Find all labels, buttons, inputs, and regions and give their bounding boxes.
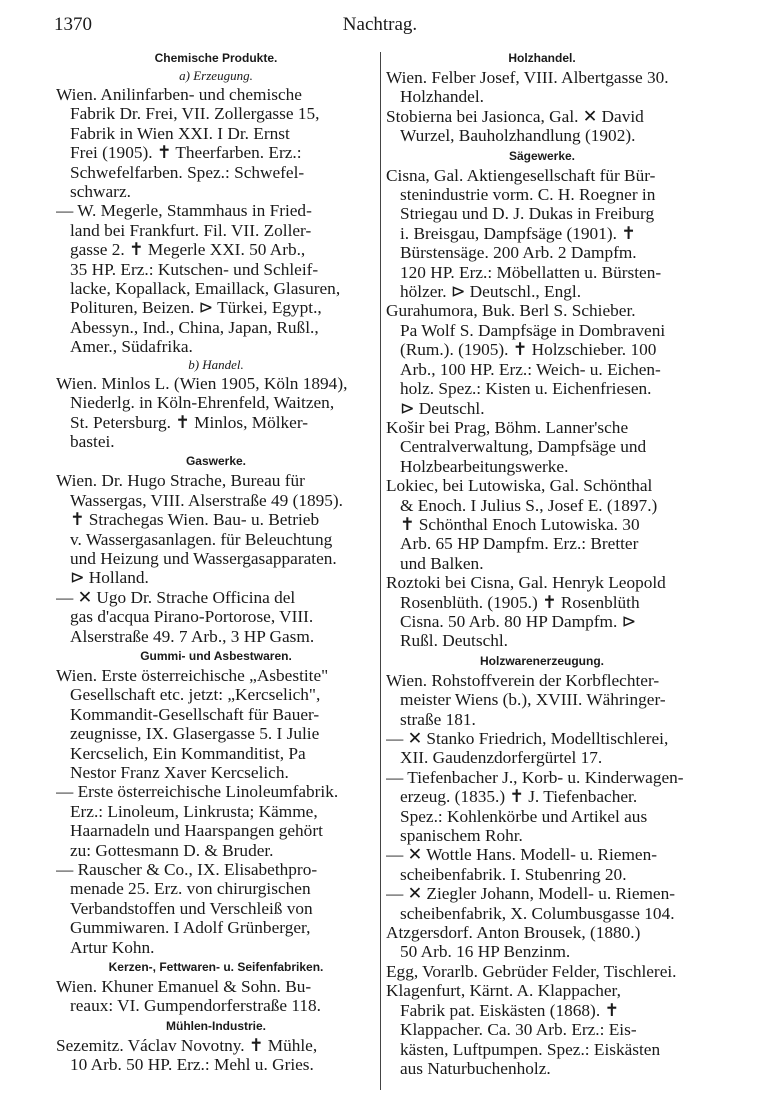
text-line: Centralverwaltung, Dampfsäge und <box>400 437 647 457</box>
text-line: — ✕ Stanko Friedrich, Modelltischlerei, <box>386 729 669 748</box>
text-line: Košir bei Prag, Böhm. Lanner'sche <box>386 417 629 437</box>
entry-atzgersdorf <box>386 923 698 962</box>
text-line: spanischem Rohr. <box>400 826 523 846</box>
text-line: gasse 2. ✝ Megerle XXI. 50 Arb., <box>70 240 306 260</box>
text-line: Fabrik Dr. Frei, VII. Zollergasse 15, <box>70 104 320 124</box>
entry-rohstoffverein <box>386 671 698 729</box>
text-line: Klagenfurt, Kärnt. A. Klappacher, <box>386 981 621 1001</box>
entry-khuner <box>56 977 376 1016</box>
entry-lokiec <box>386 476 698 573</box>
text-line: Wien. Erste österreichische „Asbestite" <box>56 665 329 685</box>
text-line: straße 181. <box>400 709 476 729</box>
text-line: Cisna, Gal. Aktiengesellschaft für Bür- <box>386 165 656 185</box>
entry-linoleumfabrik <box>56 782 376 860</box>
text-line: — Tiefenbacher J., Korb- u. Kinderwagen- <box>386 767 684 787</box>
text-line: Rußl. Deutschl. <box>400 631 508 651</box>
text-line: scheibenfabrik, X. Columbusgasse 104. <box>400 903 675 923</box>
section-heading-holzhandel: Holzhandel. <box>508 51 576 65</box>
text-line: Stobierna bei Jasionca, Gal. ✕ David <box>386 106 644 126</box>
text-line: Alserstraße 49. 7 Arb., 3 HP Gasm. <box>70 626 315 646</box>
text-line: land bei Frankfurt. Fil. VII. Zoller- <box>70 220 312 240</box>
text-line: Fabrik pat. Eiskästen (1868). ✝ <box>400 1000 619 1020</box>
text-line: ⊳ Deutschl. <box>400 398 485 418</box>
text-line: Wien. Rohstoffverein der Korbflechter- <box>386 670 660 690</box>
entry-kosir <box>386 418 698 476</box>
text-line: Abessyn., Ind., China, Japan, Rußl., <box>70 317 319 337</box>
text-line: Spez.: Kohlenkörbe und Artikel aus <box>400 806 648 826</box>
text-line: 50 Arb. 16 HP Benzinm. <box>400 942 571 962</box>
text-line: lacke, Kopallack, Emaillack, Glasuren, <box>70 279 341 299</box>
text-line: Niederlg. in Köln-Ehrenfeld, Waitzen, <box>70 393 335 413</box>
text-line: 120 HP. Erz.: Möbellatten u. Bürsten- <box>400 262 662 282</box>
entry-asbestite <box>56 666 376 782</box>
entry-tiefenbacher <box>386 768 698 846</box>
entry-strache <box>56 471 376 587</box>
text-line: ✝ Schönthal Enoch Lutowiska. 30 <box>400 514 640 534</box>
text-line: Verbandstoffen und Verschleiß von <box>70 898 313 918</box>
entry-egg <box>386 962 698 981</box>
entry-wottle <box>386 845 698 884</box>
entry-gurahumora <box>386 301 698 417</box>
entry-megerle <box>56 201 376 356</box>
running-title: Nachtrag. <box>342 14 418 35</box>
page-number: 1370 <box>54 14 92 35</box>
text-line: Nestor Franz Xaver Kercselich. <box>70 763 289 782</box>
text-line: Gummiwaren. I Adolf Grünberger, <box>70 918 311 938</box>
text-line: Artur Kohn. <box>70 937 155 957</box>
section-heading-gummi-asbestwaren: Gummi- und Asbestwaren. <box>140 648 292 663</box>
entry-stanko <box>386 729 698 768</box>
text-line: holz. Spez.: Kisten u. Eichenfriesen. <box>400 379 652 399</box>
text-line: Wien. Anilinfarben- und chemische <box>56 85 302 104</box>
text-line: meister Wiens (b.), XVIII. Währinger- <box>400 690 666 710</box>
text-line: 10 Arb. 50 HP. Erz.: Mehl u. Gries. <box>70 1055 314 1075</box>
left-column <box>56 48 376 1075</box>
text-line: — W. Megerle, Stammhaus in Fried- <box>56 201 312 221</box>
text-line: Gesellschaft etc. jetzt: „Kercselich", <box>70 685 321 705</box>
entry-klagenfurt <box>386 981 698 1078</box>
text-line: gas d'acqua Pirano-Portorose, VIII. <box>70 607 314 627</box>
text-line: Gurahumora, Buk. Berl S. Schieber. <box>386 301 636 321</box>
section-heading-muehlen: Mühlen-Industrie. <box>166 1018 266 1033</box>
text-line: zu: Gottesmann D. & Bruder. <box>70 840 274 860</box>
entry-ugo-strache <box>56 588 376 646</box>
text-line: Haarnadeln und Haarspangen gehört <box>70 821 323 841</box>
entry-rauscher <box>56 860 376 957</box>
entry-roztoki <box>386 573 698 651</box>
text-line: Wurzel, Bauholzhandlung (1902). <box>400 126 636 146</box>
text-line: Rosenblüth. (1905.) ✝ Rosenblüth <box>400 592 640 612</box>
text-line: hölzer. ⊳ Deutschl., Engl. <box>400 282 582 302</box>
text-line: menade 25. Erz. von chirurgischen <box>70 879 311 899</box>
section-heading-saegewerke: Sägewerke. <box>508 148 576 163</box>
text-line: und Heizung und Wassergasapparaten. <box>70 548 337 568</box>
page-header <box>0 12 760 38</box>
text-line: — ✕ Ugo Dr. Strache Officina del <box>56 587 296 607</box>
text-line: — Erste österreichische Linoleumfabrik. <box>56 782 339 802</box>
text-line: Sezemitz. Václav Novotny. ✝ Mühle, <box>56 1035 318 1055</box>
text-line: Polituren, Beizen. ⊳ Türkei, Egypt., <box>70 298 322 318</box>
section-heading-chemische-produkte: Chemische Produkte. <box>154 51 278 65</box>
text-line: Klappacher. Ca. 30 Arb. Erz.: Eis- <box>400 1020 637 1040</box>
text-line: Wien. Felber Josef, VIII. Albertgasse 30. <box>386 68 669 87</box>
text-line: Erz.: Linoleum, Linkrusta; Kämme, <box>70 801 318 821</box>
text-line: Fabrik in Wien XXI. I Dr. Ernst <box>70 123 290 143</box>
text-line: Egg, Vorarlb. Gebrüder Felder, Tischlerei. <box>386 961 677 981</box>
subsection-heading-erzeugung: a) Erzeugung. <box>179 68 253 83</box>
text-line: v. Wassergasanlagen. für Beleuchtung <box>70 529 333 549</box>
text-line: Striegau und D. J. Dukas in Freiburg <box>400 204 655 224</box>
text-line: schwarz. <box>70 182 131 202</box>
text-line: Frei (1905). ✝ Theerfarben. Erz.: <box>70 143 302 163</box>
text-line: reaux: VI. Gumpendorferstraße 118. <box>70 996 321 1016</box>
entry-minlos <box>56 374 376 452</box>
text-line: Kommandit-Gesellschaft für Bauer- <box>70 704 320 724</box>
text-line: Roztoki bei Cisna, Gal. Henryk Leopold <box>386 573 666 593</box>
text-line: bastei. <box>70 431 115 451</box>
text-line: zeugnisse, IX. Glasergasse 5. I Julie <box>70 724 320 744</box>
section-heading-kerzen: Kerzen-, Fettwaren- u. Seifenfabriken. <box>108 960 324 975</box>
text-line: Kercselich, Ein Kommanditist, Pa <box>70 743 306 763</box>
text-line: (Rum.). (1905). ✝ Holzschieber. 100 <box>400 340 657 360</box>
entry-wien-frei <box>56 85 376 201</box>
entry-cisna <box>386 166 698 302</box>
text-line: ✝ Strachegas Wien. Bau- u. Betrieb <box>70 510 320 530</box>
text-line: — ✕ Ziegler Johann, Modell- u. Riemen- <box>386 884 675 904</box>
text-line: Pa Wolf S. Dampfsäge in Dombraveni <box>400 320 666 340</box>
text-line: scheibenfabrik. I. Stubenring 20. <box>400 864 627 884</box>
text-line: & Enoch. I Julius S., Josef E. (1897.) <box>400 495 658 515</box>
text-line: Amer., Südafrika. <box>70 337 193 357</box>
text-line: St. Petersburg. ✝ Minlos, Mölker- <box>70 412 308 432</box>
text-line: Wien. Dr. Hugo Strache, Bureau für <box>56 471 305 491</box>
text-line: Holzhandel. <box>400 87 484 107</box>
text-line: Schwefelfarben. Spez.: Schwefel- <box>70 162 305 182</box>
text-line: Arb. 65 HP Dampfm. Erz.: Bretter <box>400 534 639 554</box>
entry-stobierna <box>386 107 698 146</box>
text-line: Atzgersdorf. Anton Brousek, (1880.) <box>386 923 641 943</box>
text-line: aus Naturbuchenholz. <box>400 1058 551 1078</box>
text-line: Arb., 100 HP. Erz.: Weich- u. Eichen- <box>400 359 661 379</box>
text-line: stenindustrie vorm. C. H. Roegner in <box>400 185 656 205</box>
text-line: XII. Gaudenzdorfergürtel 17. <box>400 748 603 768</box>
text-line: 35 HP. Erz.: Kutschen- und Schleif- <box>70 259 319 279</box>
right-column <box>386 48 698 1078</box>
text-line: Lokiec, bei Lutowiska, Gal. Schönthal <box>386 476 653 496</box>
text-line: Bürstensäge. 200 Arb. 2 Dampfm. <box>400 243 637 263</box>
text-line: Wassergas, VIII. Alserstraße 49 (1895). <box>70 490 343 510</box>
text-line: Cisna. 50 Arb. 80 HP Dampfm. ⊳ <box>400 611 637 631</box>
text-line: erzeug. (1835.) ✝ J. Tiefenbacher. <box>400 787 638 807</box>
section-heading-holzwaren: Holzwarenerzeugung. <box>479 653 604 668</box>
text-line: ⊳ Holland. <box>70 568 149 588</box>
text-line: i. Breisgau, Dampfsäge (1901). ✝ <box>400 223 636 243</box>
entry-ziegler <box>386 884 698 923</box>
text-line: — Rauscher & Co., IX. Elisabethpro- <box>56 860 318 880</box>
subsection-heading-handel: b) Handel. <box>188 356 244 372</box>
entry-sezemitz <box>56 1036 376 1075</box>
section-heading-gaswerke: Gaswerke. <box>185 454 247 469</box>
column-divider <box>380 52 381 1090</box>
text-line: und Balken. <box>400 553 484 573</box>
text-line: kästen, Luftpumpen. Spez.: Eiskästen <box>400 1039 661 1059</box>
text-line: Wien. Minlos L. (Wien 1905, Köln 1894), <box>56 373 348 393</box>
text-line: Wien. Khuner Emanuel & Sohn. Bu- <box>56 977 312 997</box>
text-line: — ✕ Wottle Hans. Modell- u. Riemen- <box>386 845 657 865</box>
entry-felber <box>386 68 698 107</box>
text-line: Holzbearbeitungswerke. <box>400 456 569 476</box>
